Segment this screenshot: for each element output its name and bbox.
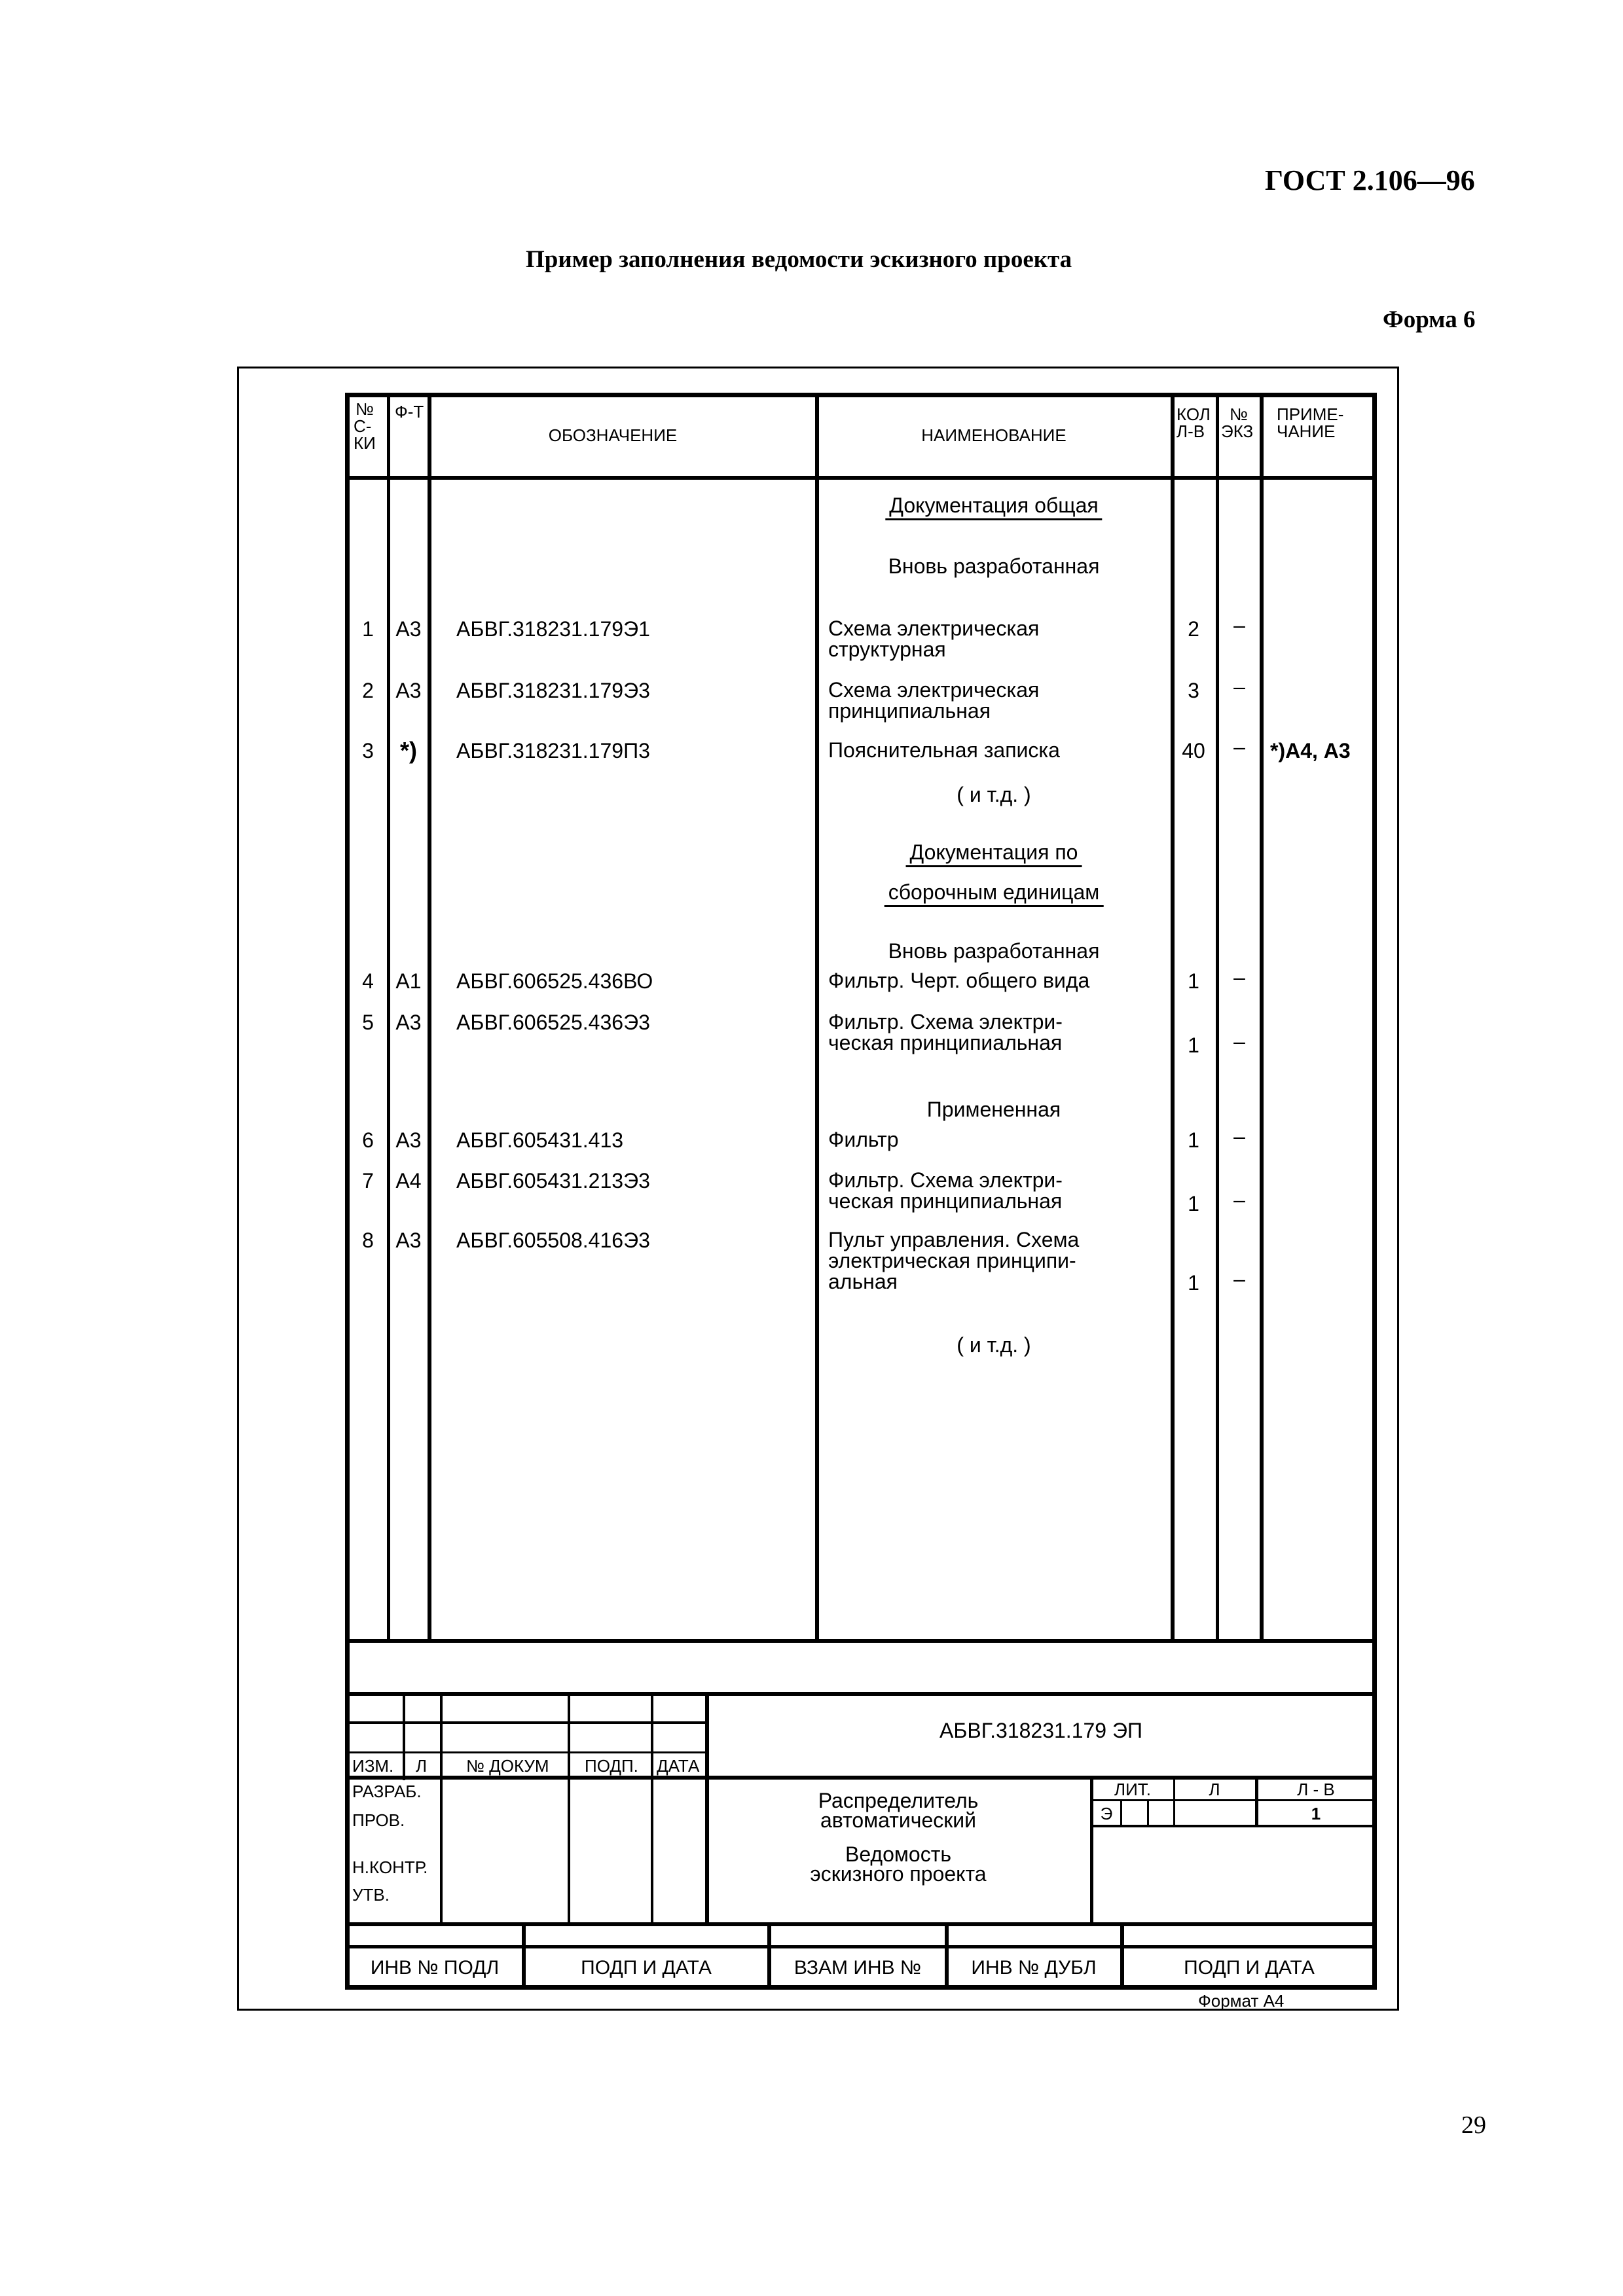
row-name-line: Фильтр. Схема электри- (828, 1010, 1063, 1033)
row-number: 5 (362, 1011, 374, 1034)
section-assembly-docs: Документация по (906, 841, 1082, 863)
product-name-1: Распределитель (818, 1789, 979, 1812)
row-designation: АБВГ.606525.436ВО (456, 969, 653, 993)
row-format: А4 (395, 1169, 422, 1193)
sheets-label: Л - В (1297, 1780, 1335, 1799)
row-quantity: 1 (1188, 1192, 1199, 1215)
header-designation: ОБОЗНАЧЕНИЕ (548, 425, 678, 445)
strip-sign-date-2: ПОДП И ДАТА (1184, 1957, 1315, 1979)
row-name-line: ческая принципиальная (828, 1031, 1063, 1054)
row-copy-number: – (1233, 675, 1245, 698)
header-qty-2: Л-В (1176, 422, 1205, 441)
role-developed: РАЗРАБ. (352, 1782, 422, 1801)
form-label: Форма 6 (1383, 306, 1476, 333)
row-designation: АБВГ.606525.436Э3 (456, 1011, 650, 1034)
row-name-line: электрическая принципи- (828, 1249, 1076, 1272)
row-designation: АБВГ.318231.179Э1 (456, 617, 650, 641)
row-copy-number: – (1233, 1124, 1245, 1148)
row-quantity: 1 (1188, 1271, 1199, 1295)
row-quantity: 1 (1188, 969, 1199, 993)
row-designation: АБВГ.605431.213Э3 (456, 1169, 650, 1193)
standard-number: ГОСТ 2.106—96 (1265, 164, 1475, 196)
row-number: 3 (362, 739, 374, 762)
section-general-docs: Документация общая (885, 494, 1102, 516)
role-norm-control: Н.КОНТР. (352, 1857, 428, 1877)
row-number: 4 (362, 969, 374, 993)
header-num-1: № (356, 399, 374, 419)
row-name-line: Схема электрическая (828, 617, 1040, 640)
document-name-1: Ведомость (845, 1842, 952, 1866)
header-name: НАИМЕНОВАНИЕ (921, 425, 1067, 445)
header-copy-2: ЭКЗ (1221, 422, 1254, 441)
format-label: Формат А4 (1198, 1991, 1285, 2011)
row-name-line: Пульт управления. Схема (828, 1228, 1080, 1251)
row-copy-number: – (1233, 1030, 1245, 1053)
row-name-line: ческая принципиальная (828, 1189, 1063, 1213)
col-izm: ИЗМ. (352, 1756, 394, 1776)
row-quantity: 2 (1188, 617, 1199, 641)
row-name-line: Пояснительная записка (828, 738, 1060, 762)
sheet-label: Л (1209, 1780, 1220, 1799)
row-number: 7 (362, 1169, 374, 1193)
row-note: *)А4, А3 (1270, 739, 1351, 762)
row-name-line: принципиальная (828, 699, 991, 723)
row-name-line: структурная (828, 637, 946, 661)
sheets-value: 1 (1311, 1804, 1321, 1823)
row-number: 1 (362, 617, 374, 641)
section-etc: ( и т.д. ) (957, 1333, 1031, 1357)
document-name-2: эскизного проекта (810, 1862, 987, 1886)
row-name-line: Фильтр. Черт. общего вида (828, 969, 1090, 992)
row-format: А3 (395, 1011, 422, 1034)
row-name-line: альная (828, 1270, 898, 1293)
product-name-2: автоматический (820, 1808, 977, 1832)
row-designation: АБВГ.605431.413 (456, 1128, 624, 1152)
row-number: 2 (362, 679, 374, 702)
row-copy-number: – (1233, 735, 1245, 759)
strip-inv-dup: ИНВ № ДУБЛ (971, 1957, 1097, 1979)
row-copy-number: – (1233, 613, 1245, 637)
col-doc-number: № ДОКУМ (466, 1756, 549, 1776)
role-approved: УТВ. (352, 1885, 390, 1905)
row-quantity: 1 (1188, 1033, 1199, 1057)
row-quantity: 3 (1188, 679, 1199, 702)
row-copy-number: – (1233, 1267, 1245, 1291)
role-checked: ПРОВ. (352, 1810, 405, 1830)
document-code: АБВГ.318231.179 ЭП (939, 1719, 1142, 1742)
row-designation: АБВГ.605508.416Э3 (456, 1229, 650, 1252)
row-number: 6 (362, 1128, 374, 1152)
lit-value: Э (1100, 1804, 1113, 1823)
row-format: А3 (395, 679, 422, 702)
header-format: Ф-Т (395, 402, 424, 422)
row-quantity: 1 (1188, 1128, 1199, 1152)
page-title: Пример заполнения ведомости эскизного проекта (526, 246, 1072, 273)
row-number: 8 (362, 1229, 374, 1252)
section-etc: ( и т.д. ) (957, 783, 1031, 806)
strip-inv-orig: ИНВ № ПОДЛ (370, 1957, 500, 1979)
row-format: А1 (395, 969, 422, 993)
header-qty-1: КОЛ (1176, 404, 1211, 424)
header-copy-1: № (1230, 404, 1248, 424)
lit-label: ЛИТ. (1114, 1780, 1151, 1799)
section-applied: Примененная (926, 1098, 1061, 1121)
row-name-line: Схема электрическая (828, 678, 1040, 702)
section-new-developed: Вновь разработанная (888, 939, 1100, 963)
row-format: *) (400, 737, 417, 764)
row-format: А3 (395, 1229, 422, 1252)
page-number: 29 (1461, 2111, 1486, 2139)
section-new-developed: Вновь разработанная (888, 554, 1100, 578)
header-note-2: ЧАНИЕ (1277, 422, 1336, 441)
row-quantity: 40 (1182, 739, 1205, 762)
col-date: ДАТА (657, 1756, 700, 1776)
row-name-line: Фильтр. Схема электри- (828, 1168, 1063, 1192)
header-note-1: ПРИМЕ- (1277, 404, 1344, 424)
header-num-2: С- (354, 416, 372, 436)
row-designation: АБВГ.318231.179П3 (456, 739, 650, 762)
row-format: А3 (395, 1128, 422, 1152)
strip-sign-date: ПОДП И ДАТА (581, 1957, 712, 1979)
col-signature: ПОДП. (585, 1756, 638, 1776)
row-name-line: Фильтр (828, 1128, 899, 1151)
header-num-3: КИ (354, 433, 376, 453)
row-copy-number: – (1233, 1188, 1245, 1211)
row-copy-number: – (1233, 965, 1245, 989)
col-sheet: Л (416, 1756, 428, 1776)
row-format: А3 (395, 617, 422, 641)
strip-replace-inv: ВЗАМ ИНВ № (793, 1957, 922, 1979)
section-assembly-docs-2: сборочным единицам (884, 881, 1104, 903)
row-designation: АБВГ.318231.179Э3 (456, 679, 650, 702)
